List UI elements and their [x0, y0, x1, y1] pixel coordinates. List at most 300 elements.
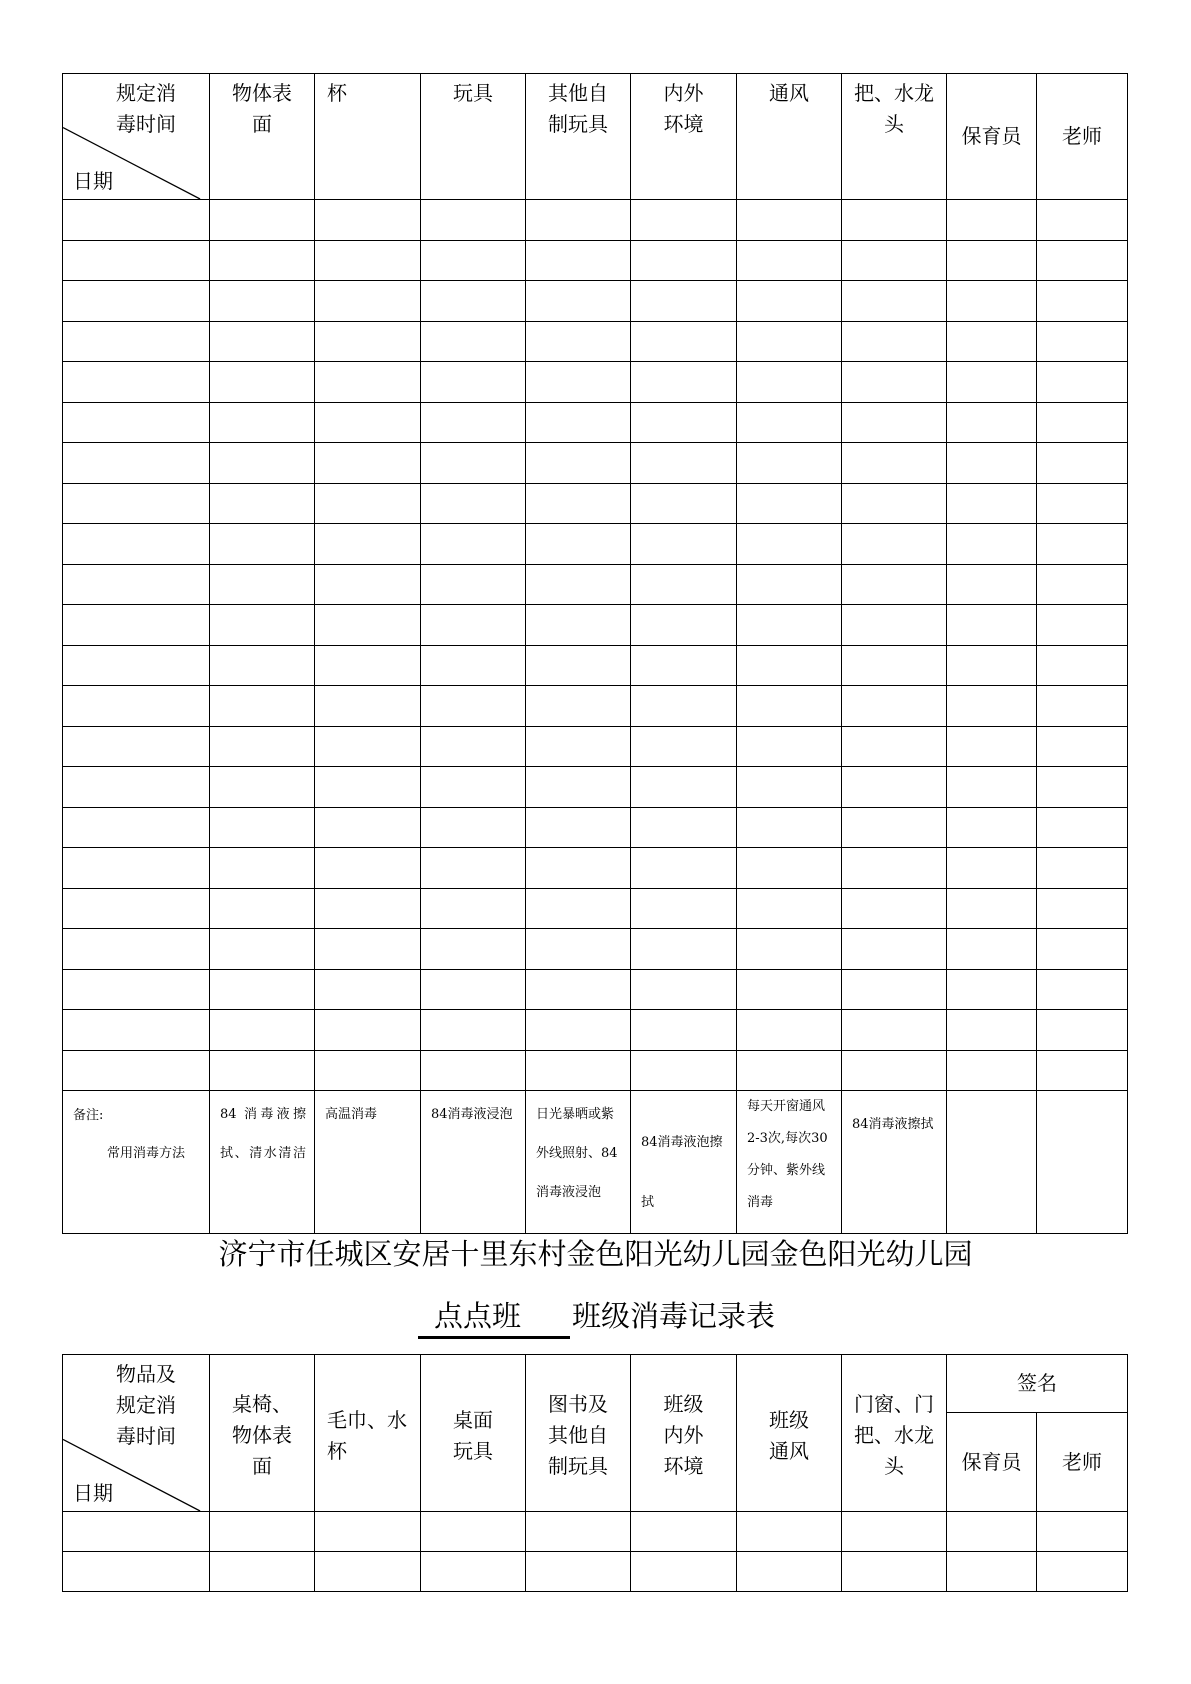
- table-row: [63, 1051, 1128, 1091]
- table-cell[interactable]: [421, 1552, 526, 1592]
- table-cell[interactable]: [842, 605, 947, 646]
- kindergarten-title: 济宁市任城区安居十里东村金色阳光幼儿园金色阳光幼儿园: [218, 1237, 973, 1271]
- table-cell[interactable]: [421, 241, 526, 281]
- table-cell[interactable]: [737, 727, 842, 767]
- table-cell[interactable]: [842, 362, 947, 403]
- disinfection-table-2: [62, 1354, 1128, 1592]
- table-cell[interactable]: [947, 241, 1037, 281]
- table-cell[interactable]: [526, 443, 631, 484]
- table-cell[interactable]: [526, 565, 631, 605]
- table-cell[interactable]: [631, 1552, 737, 1592]
- table-cell[interactable]: [526, 767, 631, 808]
- table-cell[interactable]: [947, 686, 1037, 727]
- table-cell[interactable]: [947, 889, 1037, 929]
- table-cell[interactable]: [737, 929, 842, 970]
- table1-header-teacher: 老师: [1037, 74, 1128, 200]
- table-row: [63, 767, 1128, 808]
- table-cell[interactable]: [947, 727, 1037, 767]
- table-cell[interactable]: [526, 281, 631, 322]
- table1-body: [63, 200, 1128, 1091]
- table1-header-faucet: 把、水龙头: [842, 74, 947, 200]
- table-cell[interactable]: [421, 1010, 526, 1051]
- table-cell[interactable]: [842, 241, 947, 281]
- table2-header-desk-toys: 桌面玩具: [421, 1355, 526, 1512]
- table-cell[interactable]: [63, 200, 210, 241]
- table-cell[interactable]: [63, 1512, 210, 1552]
- table-cell[interactable]: [737, 362, 842, 403]
- table-cell[interactable]: [315, 605, 421, 646]
- table-cell[interactable]: [947, 403, 1037, 443]
- table-cell[interactable]: [526, 889, 631, 929]
- table-cell[interactable]: [421, 808, 526, 848]
- table-cell[interactable]: [63, 889, 210, 929]
- table-row: [63, 686, 1128, 727]
- table-cell[interactable]: [1037, 1051, 1128, 1091]
- table-cell[interactable]: [315, 1051, 421, 1091]
- table1-header-other-toys: 其他自制玩具: [526, 74, 631, 200]
- table-cell[interactable]: [737, 767, 842, 808]
- table-cell[interactable]: [842, 727, 947, 767]
- table-cell[interactable]: [947, 848, 1037, 889]
- table-cell[interactable]: [737, 848, 842, 889]
- table-cell[interactable]: [526, 241, 631, 281]
- table1-header-object-surface: 物体表面: [210, 74, 315, 200]
- table-row: [63, 646, 1128, 686]
- table-cell[interactable]: [315, 484, 421, 524]
- table-row: [63, 362, 1128, 403]
- table-cell[interactable]: [63, 565, 210, 605]
- table-cell[interactable]: [842, 767, 947, 808]
- table-cell[interactable]: [947, 1010, 1037, 1051]
- table-row: [63, 443, 1128, 484]
- table-cell[interactable]: [1037, 322, 1128, 362]
- table2-header-caregiver: 保育员: [947, 1413, 1037, 1512]
- table-cell[interactable]: [526, 403, 631, 443]
- table1-header-toys: 玩具: [421, 74, 526, 200]
- table1-header-time: 规定消毒时间: [116, 81, 176, 136]
- table-cell[interactable]: [210, 484, 315, 524]
- table-row: [63, 605, 1128, 646]
- table-row: [63, 970, 1128, 1010]
- table-cell[interactable]: [63, 403, 210, 443]
- table-cell[interactable]: [210, 686, 315, 727]
- table-row: [63, 322, 1128, 362]
- table-cell[interactable]: [526, 1051, 631, 1091]
- table-cell[interactable]: [842, 1010, 947, 1051]
- table-cell[interactable]: [1037, 767, 1128, 808]
- table-cell[interactable]: [947, 605, 1037, 646]
- table2-diagonal-header: [63, 1355, 210, 1512]
- table-cell[interactable]: [315, 403, 421, 443]
- table-cell[interactable]: [842, 929, 947, 970]
- table1-note-object-surface: 84 消毒液擦拭、清水清洁: [210, 1091, 315, 1234]
- table-row: [63, 1512, 1128, 1552]
- table-cell[interactable]: [210, 808, 315, 848]
- table-cell[interactable]: [1037, 443, 1128, 484]
- table-cell[interactable]: [421, 889, 526, 929]
- table-cell[interactable]: [842, 970, 947, 1010]
- table2-header-class-environment: 班级内外环境: [631, 1355, 737, 1512]
- table-row: [63, 524, 1128, 565]
- table1-header-environment: 内外环境: [631, 74, 737, 200]
- table-cell[interactable]: [947, 200, 1037, 241]
- table-cell[interactable]: [842, 484, 947, 524]
- table-cell[interactable]: [1037, 403, 1128, 443]
- table2-header-doors-faucet: 门窗、门把、水龙头: [842, 1355, 947, 1512]
- table-cell[interactable]: [315, 200, 421, 241]
- class-name: 点点班: [434, 1299, 522, 1333]
- table-cell[interactable]: [315, 929, 421, 970]
- table-cell[interactable]: [526, 686, 631, 727]
- table-cell[interactable]: [737, 1552, 842, 1592]
- table-cell[interactable]: [526, 362, 631, 403]
- table2-header-time: 物品及规定消毒时间: [116, 1362, 176, 1448]
- table-cell[interactable]: [737, 808, 842, 848]
- table1-note-caregiver: [947, 1091, 1037, 1234]
- table-cell[interactable]: [842, 808, 947, 848]
- table-cell[interactable]: [526, 808, 631, 848]
- table-cell[interactable]: [631, 200, 737, 241]
- table1-note-faucet: 84消毒液擦拭: [842, 1091, 947, 1234]
- table-cell[interactable]: [526, 1010, 631, 1051]
- table-cell[interactable]: [526, 727, 631, 767]
- table-cell[interactable]: [842, 524, 947, 565]
- table-cell[interactable]: [631, 686, 737, 727]
- table-cell[interactable]: [210, 929, 315, 970]
- table-cell[interactable]: [947, 808, 1037, 848]
- table-cell[interactable]: [315, 767, 421, 808]
- table-cell[interactable]: [210, 1512, 315, 1552]
- table1-notes-row: [63, 1091, 1128, 1234]
- table1-note-toys: 84消毒液浸泡: [421, 1091, 526, 1234]
- table-cell[interactable]: [737, 686, 842, 727]
- table-cell[interactable]: [737, 281, 842, 322]
- table-cell[interactable]: [63, 484, 210, 524]
- table-cell[interactable]: [63, 929, 210, 970]
- table-cell[interactable]: [526, 929, 631, 970]
- table-cell[interactable]: [421, 281, 526, 322]
- table-cell[interactable]: [1037, 889, 1128, 929]
- table-cell[interactable]: [631, 808, 737, 848]
- table-cell[interactable]: [526, 524, 631, 565]
- table-cell[interactable]: [631, 484, 737, 524]
- table-cell[interactable]: [1037, 1552, 1128, 1592]
- table-cell[interactable]: [631, 727, 737, 767]
- table-cell[interactable]: [947, 322, 1037, 362]
- table-cell[interactable]: [63, 605, 210, 646]
- table-row: [63, 565, 1128, 605]
- table-cell[interactable]: [631, 605, 737, 646]
- table-cell[interactable]: [421, 848, 526, 889]
- table-cell[interactable]: [63, 848, 210, 889]
- table-cell[interactable]: [63, 241, 210, 281]
- table-cell[interactable]: [421, 524, 526, 565]
- table1-diagonal-header: [63, 74, 210, 200]
- table-cell[interactable]: [315, 565, 421, 605]
- table-cell[interactable]: [842, 848, 947, 889]
- table-cell[interactable]: [421, 443, 526, 484]
- table-cell[interactable]: [421, 686, 526, 727]
- table-cell[interactable]: [210, 970, 315, 1010]
- table-cell[interactable]: [63, 808, 210, 848]
- table-cell[interactable]: [1037, 241, 1128, 281]
- table-cell[interactable]: [947, 767, 1037, 808]
- table-cell[interactable]: [737, 1051, 842, 1091]
- table-cell[interactable]: [315, 524, 421, 565]
- table-row: [63, 889, 1128, 929]
- table-cell[interactable]: [315, 889, 421, 929]
- table-cell[interactable]: [631, 565, 737, 605]
- table-cell[interactable]: [1037, 200, 1128, 241]
- table-cell[interactable]: [631, 970, 737, 1010]
- table-cell[interactable]: [421, 727, 526, 767]
- table-cell[interactable]: [315, 241, 421, 281]
- table-cell[interactable]: [737, 889, 842, 929]
- table-cell[interactable]: [63, 686, 210, 727]
- table-cell[interactable]: [1037, 1010, 1128, 1051]
- table-cell[interactable]: [63, 1552, 210, 1592]
- table-row: [63, 241, 1128, 281]
- table-row: [63, 1552, 1128, 1592]
- table-cell[interactable]: [947, 443, 1037, 484]
- table-cell[interactable]: [737, 1512, 842, 1552]
- table-cell[interactable]: [947, 1552, 1037, 1592]
- table-cell[interactable]: [1037, 646, 1128, 686]
- table-cell[interactable]: [421, 403, 526, 443]
- table-cell[interactable]: [210, 848, 315, 889]
- table-cell[interactable]: [63, 970, 210, 1010]
- table-cell[interactable]: [315, 322, 421, 362]
- table-cell[interactable]: [631, 281, 737, 322]
- table-cell[interactable]: [737, 443, 842, 484]
- table-cell[interactable]: [526, 322, 631, 362]
- table-cell[interactable]: [315, 1512, 421, 1552]
- table-cell[interactable]: [737, 970, 842, 1010]
- table-cell[interactable]: [737, 241, 842, 281]
- table-cell[interactable]: [737, 524, 842, 565]
- table-cell[interactable]: [842, 565, 947, 605]
- table2-header-row-1: [63, 1355, 1128, 1413]
- table1-header-cup: 杯: [315, 74, 421, 200]
- table-cell[interactable]: [947, 362, 1037, 403]
- table2-header-class-ventilation: 班级通风: [737, 1355, 842, 1512]
- table-cell[interactable]: [631, 1051, 737, 1091]
- table-cell[interactable]: [631, 929, 737, 970]
- table-cell[interactable]: [210, 1010, 315, 1051]
- table-cell[interactable]: [315, 362, 421, 403]
- table-cell[interactable]: [737, 322, 842, 362]
- table-cell[interactable]: [737, 403, 842, 443]
- table-cell[interactable]: [631, 443, 737, 484]
- table-cell[interactable]: [631, 889, 737, 929]
- table-cell[interactable]: [526, 484, 631, 524]
- table-cell[interactable]: [210, 362, 315, 403]
- table2-header-desk-chair: 桌椅、物体表面: [210, 1355, 315, 1512]
- table-cell[interactable]: [210, 322, 315, 362]
- table2-header-date: 日期: [73, 1481, 113, 1505]
- table-cell[interactable]: [210, 200, 315, 241]
- table-cell[interactable]: [1037, 970, 1128, 1010]
- table-cell[interactable]: [63, 281, 210, 322]
- table-cell[interactable]: [631, 322, 737, 362]
- table-cell[interactable]: [842, 1512, 947, 1552]
- table-cell[interactable]: [631, 362, 737, 403]
- table-cell[interactable]: [526, 605, 631, 646]
- table-cell[interactable]: [421, 646, 526, 686]
- table-cell[interactable]: [210, 241, 315, 281]
- table-cell[interactable]: [842, 281, 947, 322]
- table-cell[interactable]: [63, 727, 210, 767]
- table-cell[interactable]: [421, 200, 526, 241]
- table-cell[interactable]: [842, 403, 947, 443]
- table-cell[interactable]: [631, 848, 737, 889]
- table-cell[interactable]: [947, 646, 1037, 686]
- table-cell[interactable]: [1037, 1512, 1128, 1552]
- table-cell[interactable]: [1037, 565, 1128, 605]
- table1-note-environment: 84消毒液泡擦拭: [631, 1091, 737, 1234]
- table-cell[interactable]: [947, 281, 1037, 322]
- table-row: [63, 727, 1128, 767]
- table-cell[interactable]: [631, 1512, 737, 1552]
- table-cell[interactable]: [737, 200, 842, 241]
- table-cell[interactable]: [63, 646, 210, 686]
- table-cell[interactable]: [1037, 281, 1128, 322]
- table-cell[interactable]: [842, 322, 947, 362]
- table1-note-teacher: [1037, 1091, 1128, 1234]
- table-cell[interactable]: [315, 443, 421, 484]
- table-cell[interactable]: [421, 484, 526, 524]
- table-cell[interactable]: [526, 848, 631, 889]
- table-cell[interactable]: [63, 1051, 210, 1091]
- table1-notes-label-cell: [63, 1091, 210, 1234]
- table-cell[interactable]: [210, 605, 315, 646]
- table-cell[interactable]: [315, 281, 421, 322]
- table-cell[interactable]: [947, 1512, 1037, 1552]
- table-cell[interactable]: [315, 1010, 421, 1051]
- table-cell[interactable]: [315, 686, 421, 727]
- table-cell[interactable]: [842, 1552, 947, 1592]
- table-cell[interactable]: [421, 1512, 526, 1552]
- table-cell[interactable]: [421, 970, 526, 1010]
- table-cell[interactable]: [210, 281, 315, 322]
- table-cell[interactable]: [737, 565, 842, 605]
- table-cell[interactable]: [526, 970, 631, 1010]
- table-cell[interactable]: [526, 200, 631, 241]
- table-cell[interactable]: [210, 767, 315, 808]
- table-cell[interactable]: [842, 686, 947, 727]
- table-cell[interactable]: [631, 524, 737, 565]
- table-cell[interactable]: [631, 403, 737, 443]
- table-cell[interactable]: [947, 524, 1037, 565]
- table-cell[interactable]: [210, 565, 315, 605]
- table-cell[interactable]: [737, 1010, 842, 1051]
- table-cell[interactable]: [737, 484, 842, 524]
- table-cell[interactable]: [631, 241, 737, 281]
- table-cell[interactable]: [1037, 686, 1128, 727]
- table-cell[interactable]: [63, 1010, 210, 1051]
- table-cell[interactable]: [63, 362, 210, 403]
- table-cell[interactable]: [737, 605, 842, 646]
- table-cell[interactable]: [1037, 848, 1128, 889]
- table-cell[interactable]: [842, 646, 947, 686]
- table-cell[interactable]: [1037, 605, 1128, 646]
- table-cell[interactable]: [63, 322, 210, 362]
- table-cell[interactable]: [631, 646, 737, 686]
- table-cell[interactable]: [842, 1051, 947, 1091]
- table2-header-towel-cup: 毛巾、水杯: [315, 1355, 421, 1512]
- table-cell[interactable]: [210, 1552, 315, 1592]
- table-cell[interactable]: [1037, 727, 1128, 767]
- table-cell[interactable]: [1037, 929, 1128, 970]
- table-cell[interactable]: [421, 362, 526, 403]
- table-cell[interactable]: [421, 1051, 526, 1091]
- table-cell[interactable]: [210, 1051, 315, 1091]
- table-cell[interactable]: [315, 970, 421, 1010]
- table-cell[interactable]: [421, 929, 526, 970]
- table-cell[interactable]: [631, 767, 737, 808]
- table-cell[interactable]: [315, 1552, 421, 1592]
- table-cell[interactable]: [1037, 362, 1128, 403]
- table-cell[interactable]: [947, 565, 1037, 605]
- table-cell[interactable]: [421, 767, 526, 808]
- table1-header-row: [63, 74, 1128, 200]
- table-cell[interactable]: [63, 443, 210, 484]
- table2-body: [63, 1512, 1128, 1592]
- table-cell[interactable]: [421, 322, 526, 362]
- table2-header-signature: 签名: [947, 1355, 1128, 1413]
- table-cell[interactable]: [210, 403, 315, 443]
- table1-note-other-toys: 日光暴晒或紫外线照射、84消毒液浸泡: [526, 1091, 631, 1234]
- table1-header-date: 日期: [73, 169, 113, 193]
- table-cell[interactable]: [315, 727, 421, 767]
- table-cell[interactable]: [63, 524, 210, 565]
- table-row: [63, 200, 1128, 241]
- table-cell[interactable]: [947, 1051, 1037, 1091]
- table2-header-teacher: 老师: [1037, 1413, 1128, 1512]
- table-cell[interactable]: [1037, 484, 1128, 524]
- table1-header-caregiver: 保育员: [947, 74, 1037, 200]
- table-cell[interactable]: [210, 727, 315, 767]
- record-title: 班级消毒记录表: [572, 1299, 776, 1333]
- table-cell[interactable]: [315, 808, 421, 848]
- table-cell[interactable]: [63, 767, 210, 808]
- class-name-underline: [418, 1336, 570, 1339]
- table-row: [63, 929, 1128, 970]
- table-cell[interactable]: [315, 848, 421, 889]
- table-cell[interactable]: [421, 605, 526, 646]
- table-cell[interactable]: [737, 646, 842, 686]
- table-row: [63, 848, 1128, 889]
- table-cell[interactable]: [947, 484, 1037, 524]
- table-cell[interactable]: [210, 524, 315, 565]
- table-cell[interactable]: [210, 889, 315, 929]
- table-cell[interactable]: [842, 443, 947, 484]
- table-cell[interactable]: [526, 1512, 631, 1552]
- table-cell[interactable]: [631, 1010, 737, 1051]
- table-cell[interactable]: [315, 646, 421, 686]
- table-cell[interactable]: [842, 889, 947, 929]
- table-cell[interactable]: [421, 565, 526, 605]
- table-cell[interactable]: [947, 970, 1037, 1010]
- table-cell[interactable]: [526, 1552, 631, 1592]
- table-cell[interactable]: [842, 200, 947, 241]
- table-cell[interactable]: [526, 646, 631, 686]
- table-cell[interactable]: [210, 646, 315, 686]
- table-cell[interactable]: [1037, 524, 1128, 565]
- table-cell[interactable]: [210, 443, 315, 484]
- table-cell[interactable]: [1037, 808, 1128, 848]
- table-cell[interactable]: [947, 929, 1037, 970]
